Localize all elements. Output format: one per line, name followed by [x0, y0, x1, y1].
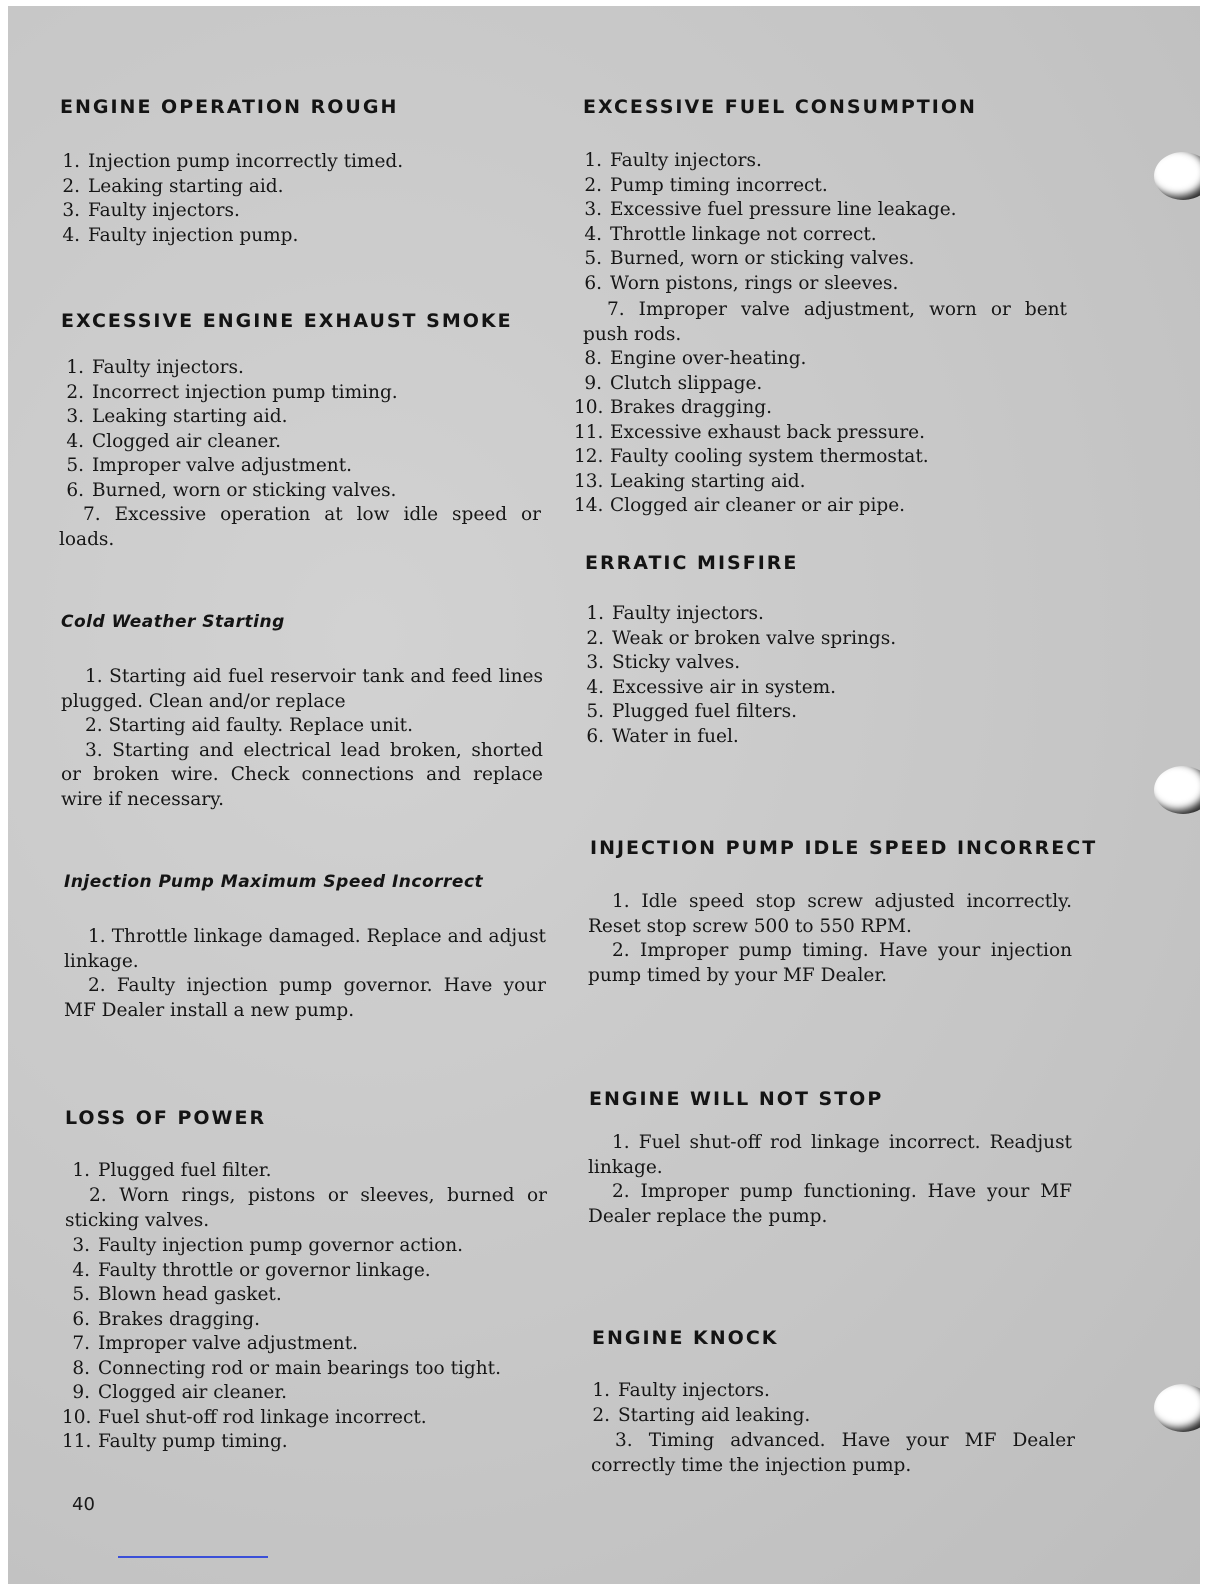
list-engine-knock — [582, 1379, 1082, 1428]
list-item: 12. Faulty cooling system thermostat. — [574, 446, 929, 467]
list-item: 4. Excessive air in system. — [586, 676, 837, 698]
list-item: 5. Burned, worn or sticking valves. — [584, 248, 915, 269]
heading-excessive-exhaust-smoke: EXCESSIVE ENGINE EXHAUST SMOKE — [61, 310, 513, 332]
list-item: 9. Clutch slippage. — [584, 372, 763, 394]
paragraph: 2. Improper pump timing. Have your injection pump timed by your MF Dealer. — [588, 940, 1072, 986]
heading-injection-pump-max-speed: Injection Pump Maximum Speed Incorrect — [64, 872, 484, 892]
manual-page — [8, 6, 1200, 1584]
paragraph: 1. Throttle linkage damaged. Replace and adjust linkage. — [64, 926, 546, 972]
list-item: 4. Clogged air cleaner. — [66, 430, 282, 452]
paragraph: 2. Faulty injection pump governor. Have your MF Dealer install a new pump. — [64, 975, 546, 1021]
list-item: 5. Plugged fuel filters. — [586, 701, 797, 722]
list-item: 2. Leaking starting aid. — [62, 175, 284, 197]
heading-excessive-fuel-consumption: EXCESSIVE FUEL CONSUMPTION — [583, 96, 977, 118]
list-item: 6. Worn pistons, rings or sleeves. — [584, 272, 899, 294]
list-exhaust-smoke — [56, 356, 536, 503]
list-loss-of-power-2 — [62, 1234, 552, 1455]
list-item: 4. Faulty injection pump. — [62, 224, 299, 246]
list-item: 2. Pump timing incorrect. — [584, 174, 828, 196]
list-item: 2. Incorrect injection pump timing. — [66, 381, 398, 403]
list-item: 2. Starting aid leaking. — [592, 1404, 811, 1426]
list-item: 7. Improper valve adjustment. — [72, 1333, 359, 1354]
paragraph-knock-item-3: 3. Timing advanced. Have your MF Dealer correctly time the injection pump. — [591, 1430, 1075, 1476]
list-fuel-consumption-b — [574, 347, 1074, 519]
heading-erratic-misfire: ERRATIC MISFIRE — [585, 552, 799, 574]
list-item: 1. Plugged fuel filter. — [72, 1160, 272, 1181]
list-item: 10. Fuel shut-off rod linkage incorrect. — [62, 1406, 427, 1428]
list-item: 10. Brakes dragging. — [574, 397, 772, 418]
list-item: 6. Brakes dragging. — [72, 1308, 260, 1330]
paragraph: 2. Starting aid faulty. Replace unit. — [85, 715, 413, 736]
page-number: 40 — [72, 1494, 95, 1515]
list-item: 14. Clogged air cleaner or air pipe. — [574, 495, 906, 516]
heading-engine-knock: ENGINE KNOCK — [592, 1327, 779, 1349]
paragraph: 1. Idle speed stop screw adjusted incorrectly. Reset stop screw 500 to 550 RPM. — [588, 891, 1072, 937]
list-item: 6. Water in fuel. — [586, 725, 739, 747]
list-fuel-consumption-a — [574, 149, 1074, 296]
heading-loss-of-power: LOSS OF POWER — [65, 1107, 267, 1129]
list-item: 8. Connecting rod or main bearings too tight. — [72, 1357, 501, 1379]
list-loss-of-power-1 — [62, 1159, 548, 1184]
list-item: 1. Faulty injectors. — [584, 150, 762, 171]
paragraphs-idle-speed — [588, 890, 1072, 988]
heading-engine-will-not-stop: ENGINE WILL NOT STOP — [589, 1088, 884, 1110]
list-item: 6. Burned, worn or sticking valves. — [66, 479, 397, 501]
paragraph: 1. Fuel shut-off rod linkage incorrect. Readjust linkage. — [588, 1132, 1072, 1178]
heading-cold-weather-starting: Cold Weather Starting — [61, 612, 285, 632]
list-item: 3. Faulty injectors. — [62, 200, 240, 221]
list-item: 5. Blown head gasket. — [72, 1284, 282, 1305]
list-item: 2. Weak or broken valve springs. — [586, 627, 897, 649]
list-item: 1. Faulty injectors. — [592, 1380, 770, 1401]
paragraph: 3. Starting and electrical lead broken, shorted or broken wire. Check connections and replace wire if necessary. — [61, 739, 543, 810]
list-item: 4. Throttle linkage not correct. — [584, 223, 877, 245]
punch-hole — [1154, 152, 1200, 200]
list-item: 1. Injection pump incorrectly timed. — [62, 151, 404, 172]
paragraphs-max-speed — [64, 925, 546, 1023]
heading-engine-operation-rough: ENGINE OPERATION ROUGH — [60, 96, 399, 118]
paragraph: 1. Starting aid fuel reservoir tank and feed lines plugged. Clean and/or replace — [61, 666, 543, 712]
list-item: 3. Excessive fuel pressure line leakage. — [584, 199, 957, 220]
paragraph-fuel-item-7: 7. Improper valve adjustment, worn or bent push rods. — [583, 299, 1067, 345]
punch-hole — [1154, 766, 1200, 814]
list-item: 8. Engine over-heating. — [584, 348, 807, 369]
paragraph-power-item-2: 2. Worn rings, pistons or sleeves, burned or sticking valves. — [65, 1185, 547, 1231]
list-item: 3. Leaking starting aid. — [66, 406, 288, 427]
heading-idle-speed-incorrect: INJECTION PUMP IDLE SPEED INCORRECT — [590, 837, 1098, 859]
paragraph-smoke-item-7: 7. Excessive operation at low idle speed or loads. — [59, 504, 541, 550]
list-engine-operation-rough — [52, 150, 532, 248]
scan-edge-line — [118, 1556, 268, 1558]
list-item: 3. Sticky valves. — [586, 652, 741, 673]
list-item: 5. Improper valve adjustment. — [66, 455, 353, 476]
list-item: 4. Faulty throttle or governor linkage. — [72, 1259, 431, 1281]
list-item: 3. Faulty injection pump governor action. — [72, 1235, 464, 1256]
list-item: 9. Clogged air cleaner. — [72, 1382, 288, 1403]
list-item: 1. Faulty injectors. — [586, 603, 764, 624]
list-item: 11. Faulty pump timing. — [62, 1431, 288, 1452]
paragraphs-will-not-stop — [588, 1131, 1072, 1229]
list-item: 13. Leaking starting aid. — [574, 470, 806, 492]
paragraph: 2. Improper pump functioning. Have your MF Dealer replace the pump. — [588, 1181, 1072, 1227]
list-item: 11. Excessive exhaust back pressure. — [574, 421, 926, 443]
list-erratic-misfire — [576, 602, 1076, 749]
paragraphs-cold-weather — [61, 665, 543, 812]
punch-hole — [1154, 1384, 1200, 1432]
list-item: 1. Faulty injectors. — [66, 357, 244, 378]
